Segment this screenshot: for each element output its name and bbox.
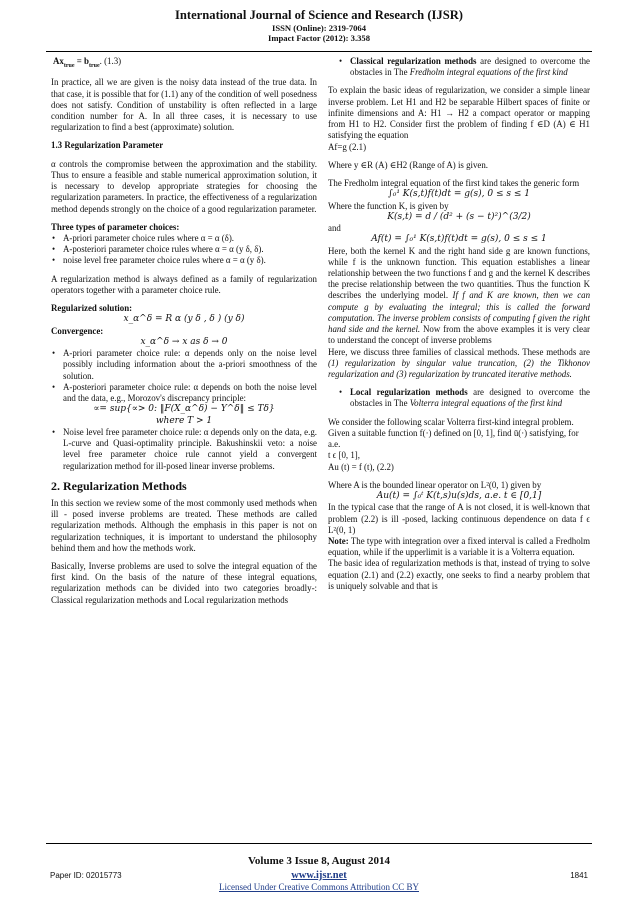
right-column (328, 56, 590, 592)
impact-factor: Impact Factor (2012): 3.358 (268, 33, 370, 43)
paragraph: In this section we review some of the most commonly used methods when ill - posed inverse problems are treated. These methods are called regularization methods. Although the emphasis in this paper is not on regularization techniques, it is important to understand the philosophy behind them and how the methods work. (51, 497, 317, 553)
paragraph: Basically, Inverse problems are used to solve the integral equation of the first kind. On the basis of the nature of these integral equations, regularization methods can be divided into two categories broadly-: Classical regularization methods and Local regularization methods (51, 560, 317, 605)
paragraph: We consider the following scalar Volterra first-kind integral problem. Given a suitable function f(·) defined on [0, 1], find ū(·) satisfying, for a.e. (328, 416, 579, 450)
paragraph: Where y ∈R (A) ∈H2 (Range of A) is given. (328, 159, 489, 170)
paper-id: Paper ID: 02015773 (50, 871, 122, 880)
paragraph: The Fredholm integral equation of the first kind takes the generic form (328, 177, 580, 188)
list-item: • A-priori parameter choice rules where α = α (δ). (51, 233, 317, 244)
paragraph: Where the function K, is given by (328, 200, 449, 211)
paragraph: The basic idea of regularization methods is that, instead of trying to solve equation (2.1) and (2.2) exactly, one seeks to find a nearby problem that is uniquely solvable and that is (328, 558, 590, 591)
issn: ISSN (Online): 2319-7064 (271, 22, 367, 33)
convergence-equation: x_α^δ → x as δ → 0 (140, 336, 228, 347)
paragraph: Where A is the bounded linear operator on L²(0, 1) given by (328, 479, 542, 490)
paragraph: and (328, 223, 341, 234)
list-item: • A-posteriori parameter choice rules where α = α (y δ, δ). (51, 244, 317, 255)
paragraph: t ϵ [0, 1], (328, 450, 360, 461)
morozov-equation: ∝= sup{∝> 0: ‖F(X_α^δ) − Y^δ‖ ≤ Tδ} (93, 404, 275, 415)
kernel-equation: K(s,t) = d / (d² + (s − t)²)^(3/2) (387, 211, 531, 222)
list-item: • A-priori parameter choice rule: α depends only on the noise level possibly including information about the a-priori smoothness of the solution. (51, 348, 317, 382)
paragraph: A regularization method is always defined as a family of regularization operators together with a parameter choice rule. (51, 273, 317, 295)
paragraph: α controls the compromise between the approximation and the stability. Thus to ensure a feasible and stable numerical approximation solution, it is necessary to develop appropriate strategies for choosing the regularization parameters. In practice, the effectiveness of a regularization method depends strongly on the choice of a good regularization parameter. (51, 158, 317, 214)
equation-2-1: Af=g (2.1) (328, 141, 367, 152)
paragraph: In practice, all we are given is the noisy data instead of the true data. In that case, it is possible that for (1.1) any of the condition of well posedness does not satisfy. Condition of unstability is often reflected in a large condition number for A. In all three cases, it is necessary to use regularization to find a best (approximate) solution. (51, 77, 317, 133)
list-item: • noise level free parameter choice rules where α = α (y δ). (51, 255, 317, 266)
website-link[interactable]: www.ijsr.net (291, 869, 347, 881)
section-heading: 2. Regularization Methods (51, 478, 187, 493)
regularized-solution-equation: x_α^δ = R α (y δ , δ ) (y δ) (123, 314, 245, 325)
paragraph: Note: The type with integration over a fixed interval is called a Fredholm equation, while if the upperlimit is a variable it is a Volterra equation. (328, 535, 590, 558)
paragraph: To explain the basic ideas of regularization, we consider a simple linear inverse problem. Let H1 and H2 be separable Hilbert spaces of finite or infinite dimensions and A: H1 → H2 a compact operator or mapping from H1 to H2. Consider first the problem of finding f ∈D (A) ∈ H1 satisfying the equation (328, 85, 590, 141)
list-item: • Local regularization methods are designed to overcome the obstacles in The Volterra integral equations of the first kind (338, 387, 590, 409)
paragraph: Here, both the kernel K and the right hand side g are known functions, while f is the unknown function. This equation establishes a linear relationship between the two functions f and g and the kernel K describes the precise relationship between the two quantities. Thus the function K describes the underlying model. If f and K are known, then we can compute g by evaluating the integral; this is called the forward computation. The inverse problem consists of computing f given the right hand side and the kernel. Now from the above examples it is very clear to understand the concept of inverse problems (328, 245, 591, 346)
footer-rule (46, 843, 592, 844)
fredholm-equation: ∫₀¹ K(s,t)f(t)dt = g(s), 0 ≤ s ≤ 1 (388, 189, 530, 200)
regularized-solution-title: Regularized solution: (51, 303, 133, 314)
volume-issue: Volume 3 Issue 8, August 2014 (247, 855, 390, 868)
paragraph: Here, we discuss three families of classical methods. These methods are (1) regularization by singular value truncation, (2) the Tikhonov regularization and (3) regularization by truncated iterative methods. (328, 346, 590, 380)
left-column (51, 56, 317, 606)
list-item: • A-posteriori parameter choice rule: α depends on both the noise level and the data, e.g., Morozov's discrepancy principle: (51, 382, 317, 404)
journal-header (0, 8, 638, 43)
license-link[interactable]: Licensed Under Creative Commons Attribution CC BY (219, 882, 419, 893)
journal-title: International Journal of Science and Research (IJSR) (174, 8, 464, 22)
paragraph: Au (t) = f (t), (2.2) (328, 461, 394, 472)
paragraph: In the typical case that the range of A is not closed, it is well-known that problem (2.2) is ill -posed, lacking continuous dependence on data f ϵ L²(0, 1) (328, 502, 590, 535)
list-title: Three types of parameter choices: (51, 221, 180, 232)
header-rule (46, 51, 592, 52)
list-item: • Noise level free parameter choice rule: α depends only on the data, e.g. L-curve and Quasi-optimality principle. Bakushinskii veto: a noise level free parameter choice rule cannot yield a convergent regularization method for ill-posed linear inverse problems. (51, 427, 317, 472)
list-item: • Classical regularization methods are designed to overcome the obstacles in The Fredholm integral equations of the first kind (338, 56, 590, 78)
convergence-title: Convergence: (51, 325, 104, 336)
au-equation: Au(t) = ∫₀ᵗ K(t,s)u(s)ds, a.e. t ∈ [0,1] (376, 490, 542, 501)
equation-1-3: $Ax_{true} = b_{true}$. (1.3) (53, 56, 122, 69)
subsection-heading: 1.3 Regularization Parameter (51, 140, 164, 151)
morozov-condition: where T > 1 (155, 415, 213, 426)
af-equation: Af(t) = ∫₀¹ K(s,t)f(t)dt = g(s), 0 ≤ s ≤ 1 (371, 234, 547, 245)
page-number: 1841 (570, 871, 588, 880)
